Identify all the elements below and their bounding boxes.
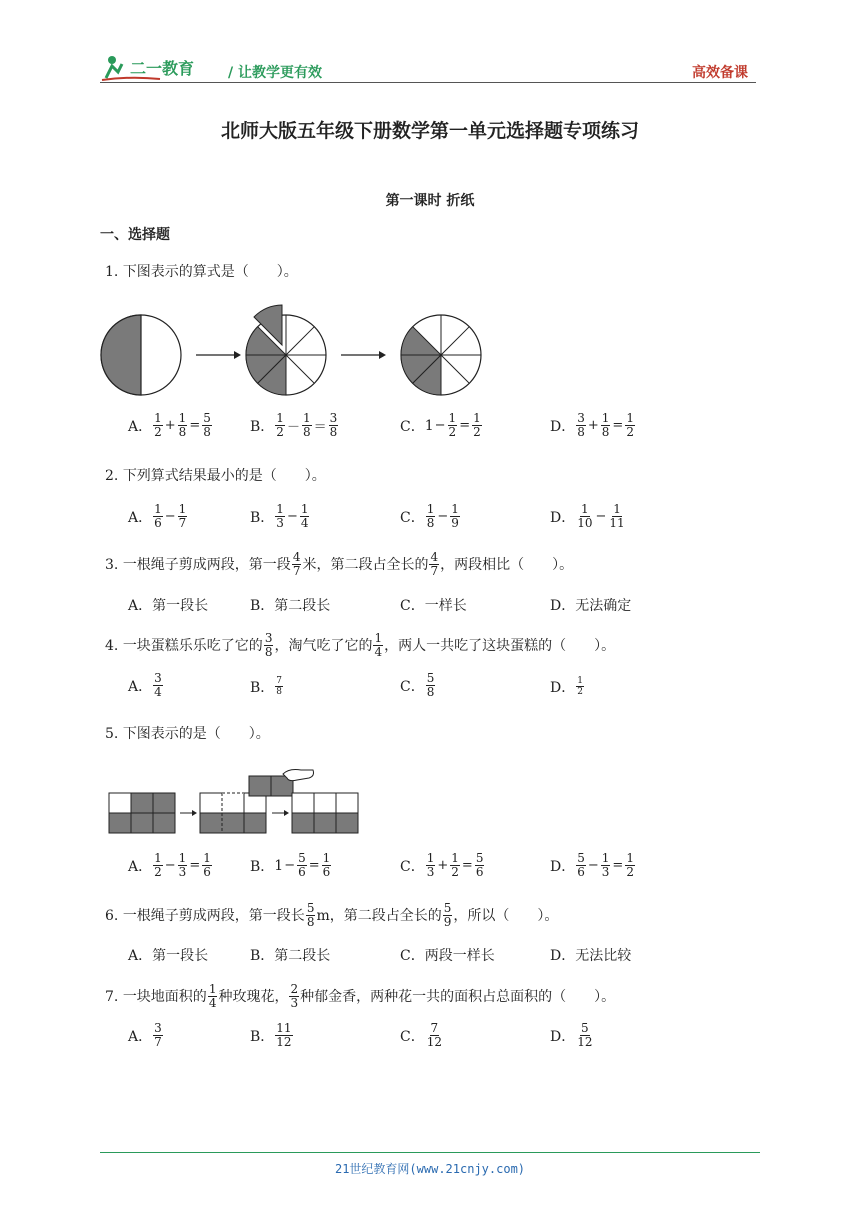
q2-option-a[interactable]: A． $\frac{1}{6}$ − $\frac{1}{7}$ bbox=[128, 502, 187, 530]
logo bbox=[100, 52, 220, 82]
q1-option-a[interactable]: A． $\frac{1}{2}$ + $\frac{1}{8}$ = $\frac{5}{8}$ bbox=[128, 411, 211, 439]
question-5-figure bbox=[106, 766, 366, 838]
question-7: 7. 一块地面积的 $\frac{1}{4}$ 种玫瑰花， $\frac{2}{3}$ 种郁金香，两种花一共的面积占总面积的（ ）。 bbox=[105, 982, 616, 1010]
question-1-figure bbox=[96, 300, 496, 404]
q1-option-b[interactable]: B． $\frac{1}{2}$ － $\frac{1}{8}$ ＝ $\frac{3}{8}$ bbox=[250, 411, 338, 439]
q3-option-a[interactable]: A．第一段长 bbox=[128, 598, 209, 614]
question-6: 6. 一根绳子剪成两段，第一段长 $\frac{5}{8}$ m，第二段占全长的 $\frac{5}{9}$ ，所以（ ）。 bbox=[105, 901, 559, 929]
q2-option-b[interactable]: B． $\frac{1}{3}$ − $\frac{1}{4}$ bbox=[250, 502, 309, 530]
q3-option-b[interactable]: B．第二段长 bbox=[250, 598, 331, 614]
question-5: 5. 下图表示的是（ ）。 bbox=[105, 726, 270, 742]
footer-text: 21世纪教育网(www.21cnjy.com) bbox=[334, 1162, 526, 1176]
q4-option-b[interactable]: B． $\frac{7}{8}$ bbox=[250, 676, 283, 697]
q6-option-a[interactable]: A．第一段长 bbox=[128, 948, 209, 964]
header-right: 高效备课 bbox=[692, 65, 748, 81]
question-3: 3. 一根绳子剪成两段，第一段 $\frac{4}{7}$ 米，第二段占全长的 $\frac{4}{7}$ ，两段相比（ ）。 bbox=[105, 550, 574, 578]
q7-option-d[interactable]: D． $\frac{5}{12}$ bbox=[550, 1021, 593, 1049]
header-slogan: / 让教学更有效 bbox=[228, 65, 322, 81]
q6-option-b[interactable]: B．第二段长 bbox=[250, 948, 331, 964]
page-subtitle: 第一课时 折纸 bbox=[385, 193, 475, 209]
q4-option-d[interactable]: D． $\frac{1}{2}$ bbox=[550, 676, 583, 697]
q2-option-d[interactable]: D． $\frac{1}{10}$ − $\frac{1}{11}$ bbox=[550, 502, 625, 530]
q5-option-d[interactable]: D． $\frac{5}{6}$ − $\frac{1}{3}$ = $\frac{1}{2}$ bbox=[550, 851, 634, 879]
header-divider bbox=[100, 82, 756, 83]
logo-text: 二一教育 bbox=[130, 59, 195, 78]
question-2: 2. 下列算式结果最小的是（ ）。 bbox=[105, 468, 326, 484]
q3-option-d[interactable]: D．无法确定 bbox=[550, 598, 632, 614]
q7-option-b[interactable]: B． $\frac{11}{12}$ bbox=[250, 1021, 292, 1049]
question-4: 4. 一块蛋糕乐乐吃了它的 $\frac{3}{8}$ ，淘气吃了它的 $\frac{1}{4}$ ，两人一共吃了这块蛋糕的（ ）。 bbox=[105, 631, 616, 659]
section-heading: 一、选择题 bbox=[100, 227, 170, 243]
q6-option-c[interactable]: C．两段一样长 bbox=[400, 948, 495, 964]
question-1: 1. 下图表示的算式是（ ）。 bbox=[105, 264, 298, 280]
q7-option-a[interactable]: A． $\frac{3}{7}$ bbox=[128, 1021, 162, 1049]
q2-option-c[interactable]: C． $\frac{1}{8}$ − $\frac{1}{9}$ bbox=[400, 502, 459, 530]
q5-option-b[interactable]: B． 1 − $\frac{5}{6}$ = $\frac{1}{6}$ bbox=[250, 851, 331, 879]
q5-option-c[interactable]: C． $\frac{1}{3}$ + $\frac{1}{2}$ = $\frac{5}{6}$ bbox=[400, 851, 484, 879]
q7-option-c[interactable]: C． $\frac{7}{12}$ bbox=[400, 1021, 442, 1049]
q1-option-d[interactable]: D． $\frac{3}{8}$ + $\frac{1}{8}$ = $\frac{1}{2}$ bbox=[550, 411, 634, 439]
q3-option-c[interactable]: C．一样长 bbox=[400, 598, 467, 614]
q4-option-c[interactable]: C． $\frac{5}{8}$ bbox=[400, 671, 435, 699]
q5-option-a[interactable]: A． $\frac{1}{2}$ − $\frac{1}{3}$ = $\frac{1}{6}$ bbox=[128, 851, 211, 879]
q6-option-d[interactable]: D．无法比较 bbox=[550, 948, 632, 964]
footer-divider bbox=[100, 1152, 760, 1153]
q1-option-c[interactable]: C． 1 − $\frac{1}{2}$ = $\frac{1}{2}$ bbox=[400, 411, 481, 439]
page-title: 北师大版五年级下册数学第一单元选择题专项练习 bbox=[220, 120, 639, 142]
q4-option-a[interactable]: A． $\frac{3}{4}$ bbox=[128, 671, 162, 699]
